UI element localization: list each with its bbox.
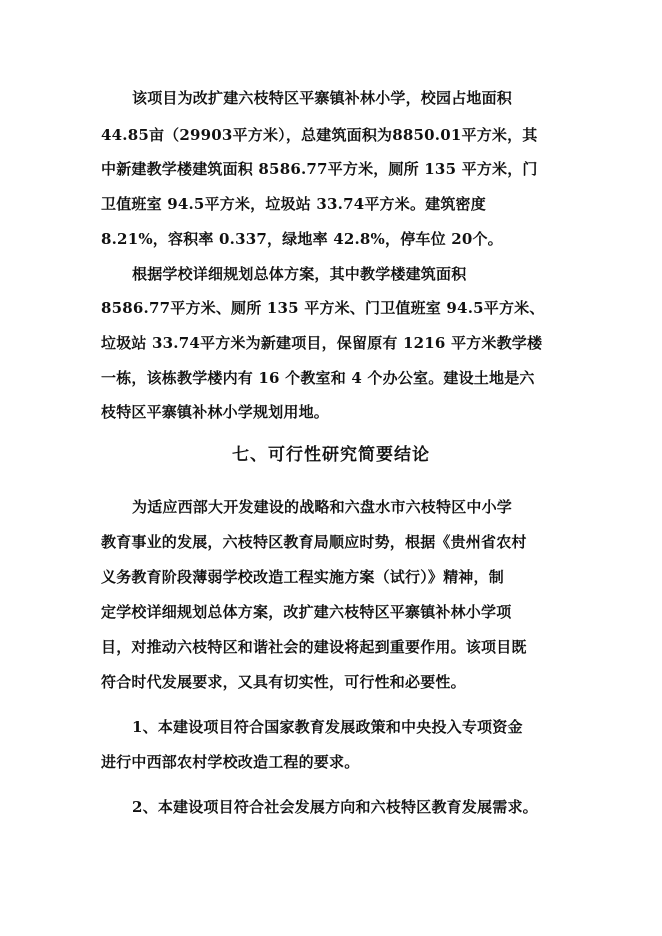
paragraph3-line-4: 定学校详细规划总体方案，改扩建六枝特区平寨镇补林小学项 — [101, 603, 512, 621]
paragraph1-line-5: 8.21%，容积率 0.337，绿地率 42.8%，停车位 20个。 — [101, 230, 503, 248]
item2-line-1: 2、本建设项目符合社会发展方向和六枝特区教育发展需求。 — [132, 798, 538, 816]
paragraph3-line-1: 为适应西部大开发建设的战略和六盘水市六枝特区中小学 — [132, 498, 513, 516]
paragraph2-line-1: 根据学校详细规划总体方案，其中教学楼建筑面积 — [132, 265, 467, 283]
item1-line-2: 进行中西部农村学校改造工程的要求。 — [101, 753, 360, 771]
paragraph1-line-4: 卫值班室 94.5平方米，垃圾站 33.74平方米。建筑密度 — [101, 195, 486, 213]
paragraph3-line-3: 义务教育阶段薄弱学校改造工程实施方案（试行）》精神，制 — [101, 568, 504, 586]
section-heading: 七、可行性研究简要结论 — [232, 445, 430, 465]
paragraph3-line-5: 目，对推动六枝特区和谐社会的建设将起到重要作用。该项目既 — [101, 638, 527, 656]
paragraph2-line-4: 一栋，该栋教学楼内有 16 个教室和 4 个办公室。建设土地是六 — [101, 369, 535, 387]
paragraph2-line-5: 枝特区平寨镇补林小学规划用地。 — [101, 403, 330, 421]
paragraph3-line-6: 符合时代发展要求，又具有切实性，可行性和必要性。 — [101, 673, 466, 691]
paragraph2-line-2: 8586.77平方米、厕所 135 平方米、门卫值班室 94.5平方米、 — [101, 299, 545, 317]
paragraph1-line-2: 44.85亩（29903平方米），总建筑面积为8850.01平方米，其 — [101, 126, 538, 144]
item1-line-1: 1、本建设项目符合国家教育发展政策和中央投入专项资金 — [132, 718, 523, 736]
paragraph1-line-1: 该项目为改扩建六枝特区平寨镇补林小学，校园占地面积 — [132, 89, 513, 107]
paragraph1-line-3: 中新建教学楼建筑面积 8586.77平方米，厕所 135 平方米，门 — [101, 160, 538, 178]
paragraph3-line-2: 教育事业的发展，六枝特区教育局顺应时势，根据《贵州省农村 — [101, 533, 527, 551]
paragraph2-line-3: 垃圾站 33.74平方米为新建项目，保留原有 1216 平方米教学楼 — [101, 334, 543, 352]
